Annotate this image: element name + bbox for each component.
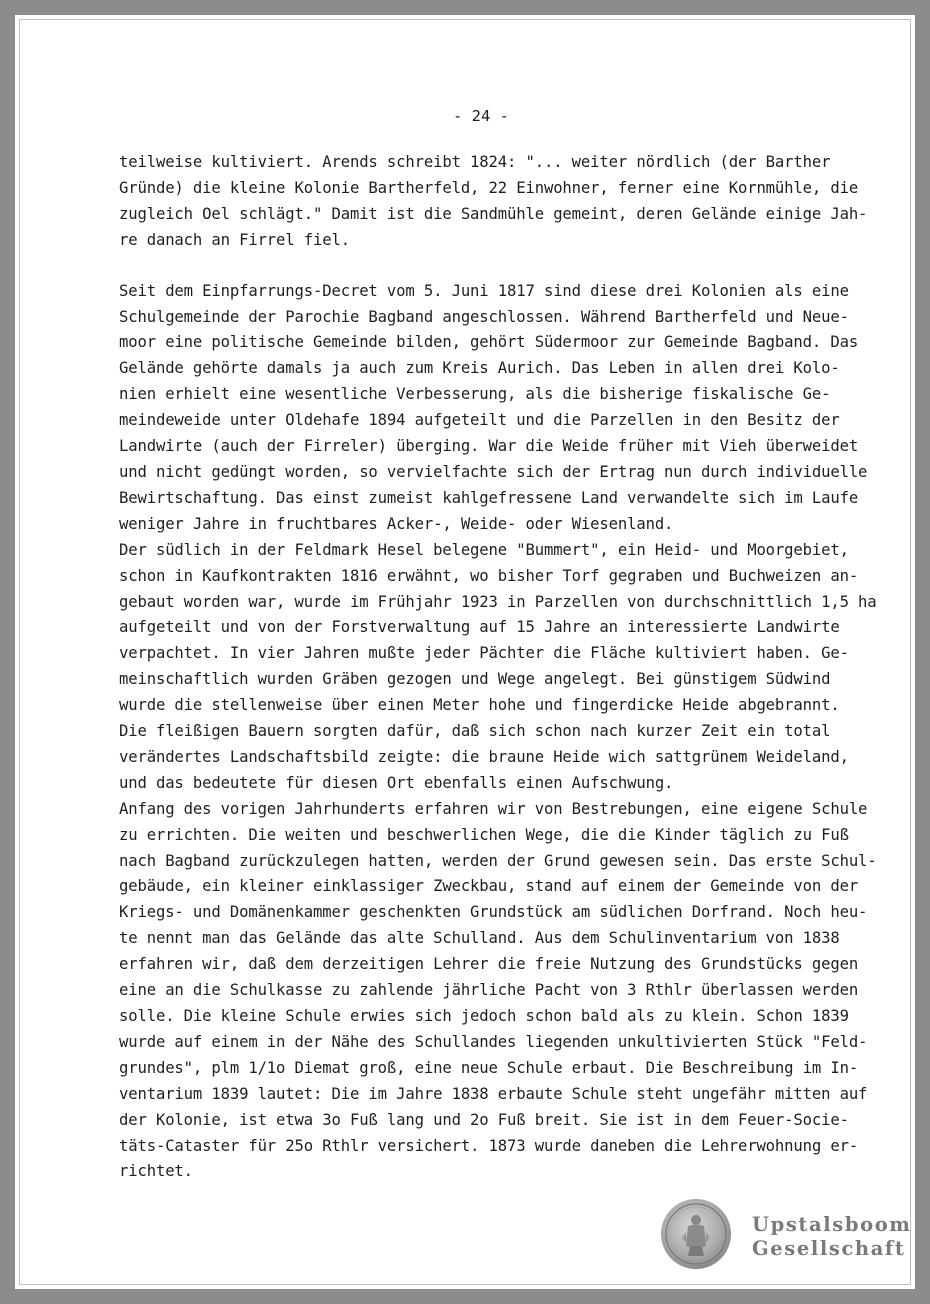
text-line: Gelände gehörte damals ja auch zum Kreis Aurich. Das Leben in allen drei Kolo- <box>119 359 840 378</box>
text-line: zu errichten. Die weiten und beschwerlichen Wege, die die Kinder täglich zu Fuß <box>119 825 849 844</box>
text-line: richtet. <box>119 1162 193 1181</box>
paragraph-1 <box>119 150 879 254</box>
text-line: wurde auf einem in der Nähe des Schullandes liegenden unkultivierten Stück "Feld- <box>119 1032 868 1051</box>
text-line: nien erhielt eine wesentliche Verbesserung, als die bisherige fiskalische Ge- <box>119 385 831 404</box>
text-line: aufgeteilt und von der Forstverwaltung auf 15 Jahre an interessierte Landwirte <box>119 618 840 637</box>
text-line: te nennt man das Gelände das alte Schulland. Aus dem Schulinventarium von 1838 <box>119 929 840 948</box>
text-line: solle. Die kleine Schule erwies sich jedoch schon bald als zu klein. Schon 1839 <box>119 1007 849 1025</box>
text-line: Schulgemeinde der Parochie Bagband angeschlossen. Während Bartherfeld und Neue- <box>119 307 849 326</box>
logo-line-2: Gesellschaft <box>752 1237 906 1260</box>
text-line: verpachtet. In vier Jahren mußte jeder Pächter die Fläche kultiviert haben. Ge- <box>119 644 849 663</box>
text-line: Bewirtschaftung. Das einst zumeist kahlgefressene Land verwandelte sich im Laufe <box>119 488 859 507</box>
society-logo <box>752 1213 912 1261</box>
text-line: Landwirte (auch der Firreler) überging. War die Weide früher mit Vieh überweidet <box>119 437 859 456</box>
text-line: erfahren wir, daß dem derzeitigen Lehrer die freie Nutzung des Grundstücks gegen <box>119 955 859 974</box>
logo-line-1: Upstalsboom <box>752 1213 912 1236</box>
text-line: und nicht gedüngt worden, so vervielfachte sich der Ertrag nun durch individuelle <box>119 462 868 481</box>
body-text <box>119 150 879 1185</box>
text-line: gebäude, ein kleiner einklassiger Zweckbau, stand auf einem der Gemeinde von der <box>119 877 859 896</box>
text-line: teilweise kultiviert. Arends schreibt 1824: "... weiter nördlich (der Barther <box>119 153 831 171</box>
text-line: grundes", plm 1/1o Diemat groß, eine neue Schule erbaut. Die Beschreibung im In- <box>119 1058 859 1077</box>
paragraph-2 <box>119 279 879 1186</box>
seal-icon <box>660 1198 732 1270</box>
text-line: nach Bagband zurückzulegen hatten, werden der Grund gewesen sein. Das erste Schul- <box>119 851 877 870</box>
text-line: zugleich Oel schlägt." Damit ist die Sandmühle gemeint, deren Gelände einige Jah- <box>119 204 868 223</box>
text-line: schon in Kaufkontrakten 1816 erwähnt, wo bisher Torf gegraben und Buchweizen an- <box>119 566 859 585</box>
text-line: eine an die Schulkasse zu zahlende jährliche Pacht von 3 Rthlr überlassen werden <box>119 981 859 1000</box>
text-line: Anfang des vorigen Jahrhunderts erfahren wir von Bestrebungen, eine eigene Schule <box>119 799 868 818</box>
text-line: und das bedeutete für diesen Ort ebenfalls einen Aufschwung. <box>119 773 674 792</box>
text-line: meinschaftlich wurden Gräben gezogen und Wege angelegt. Bei günstigem Südwind <box>119 670 831 689</box>
text-line: Der südlich in der Feldmark Hesel belegene "Bummert", ein Heid- und Moorgebiet, <box>119 540 849 559</box>
document-page <box>15 15 915 1289</box>
text-line: gebaut worden war, wurde im Frühjahr 1923 in Parzellen von durchschnittlich 1,5 ha <box>119 592 877 611</box>
text-line: Gründe) die kleine Kolonie Bartherfeld, 22 Einwohner, ferner eine Kornmühle, die <box>119 178 859 197</box>
text-line: der Kolonie, ist etwa 3o Fuß lang und 2o Fuß breit. Sie ist in dem Feuer-Socie- <box>119 1110 849 1129</box>
text-line: ventarium 1839 lautet: Die im Jahre 1838 erbaute Schule steht ungefähr mitten auf <box>119 1084 868 1103</box>
page-number: - 24 - <box>453 107 509 125</box>
text-line: Die fleißigen Bauern sorgten dafür, daß sich schon nach kurzer Zeit ein total <box>119 722 831 741</box>
text-line: Seit dem Einpfarrungs-Decret vom 5. Juni 1817 sind diese drei Kolonien als eine <box>119 281 849 300</box>
text-line: Kriegs- und Domänenkammer geschenkten Grundstück am südlichen Dorfrand. Noch heu- <box>119 903 868 922</box>
text-line: täts-Cataster für 25o Rthlr versichert. 1873 wurde daneben die Lehrerwohnung er- <box>119 1136 859 1155</box>
text-line: wurde die stellenweise über einen Meter hohe und fingerdicke Heide abgebrannt. <box>119 696 840 715</box>
paragraph-gap <box>119 254 879 279</box>
text-line: re danach an Firrel fiel. <box>119 230 350 249</box>
text-line: verändertes Landschaftsbild zeigte: die braune Heide wich sattgrünem Weideland, <box>119 747 849 766</box>
text-line: weniger Jahre in fruchtbares Acker-, Weide- oder Wiesenland. <box>119 514 674 533</box>
text-line: meindeweide unter Oldehafe 1894 aufgeteilt und die Parzellen in den Besitz der <box>119 411 840 430</box>
text-line: moor eine politische Gemeinde bilden, gehört Südermoor zur Gemeinde Bagband. Das <box>119 333 859 352</box>
